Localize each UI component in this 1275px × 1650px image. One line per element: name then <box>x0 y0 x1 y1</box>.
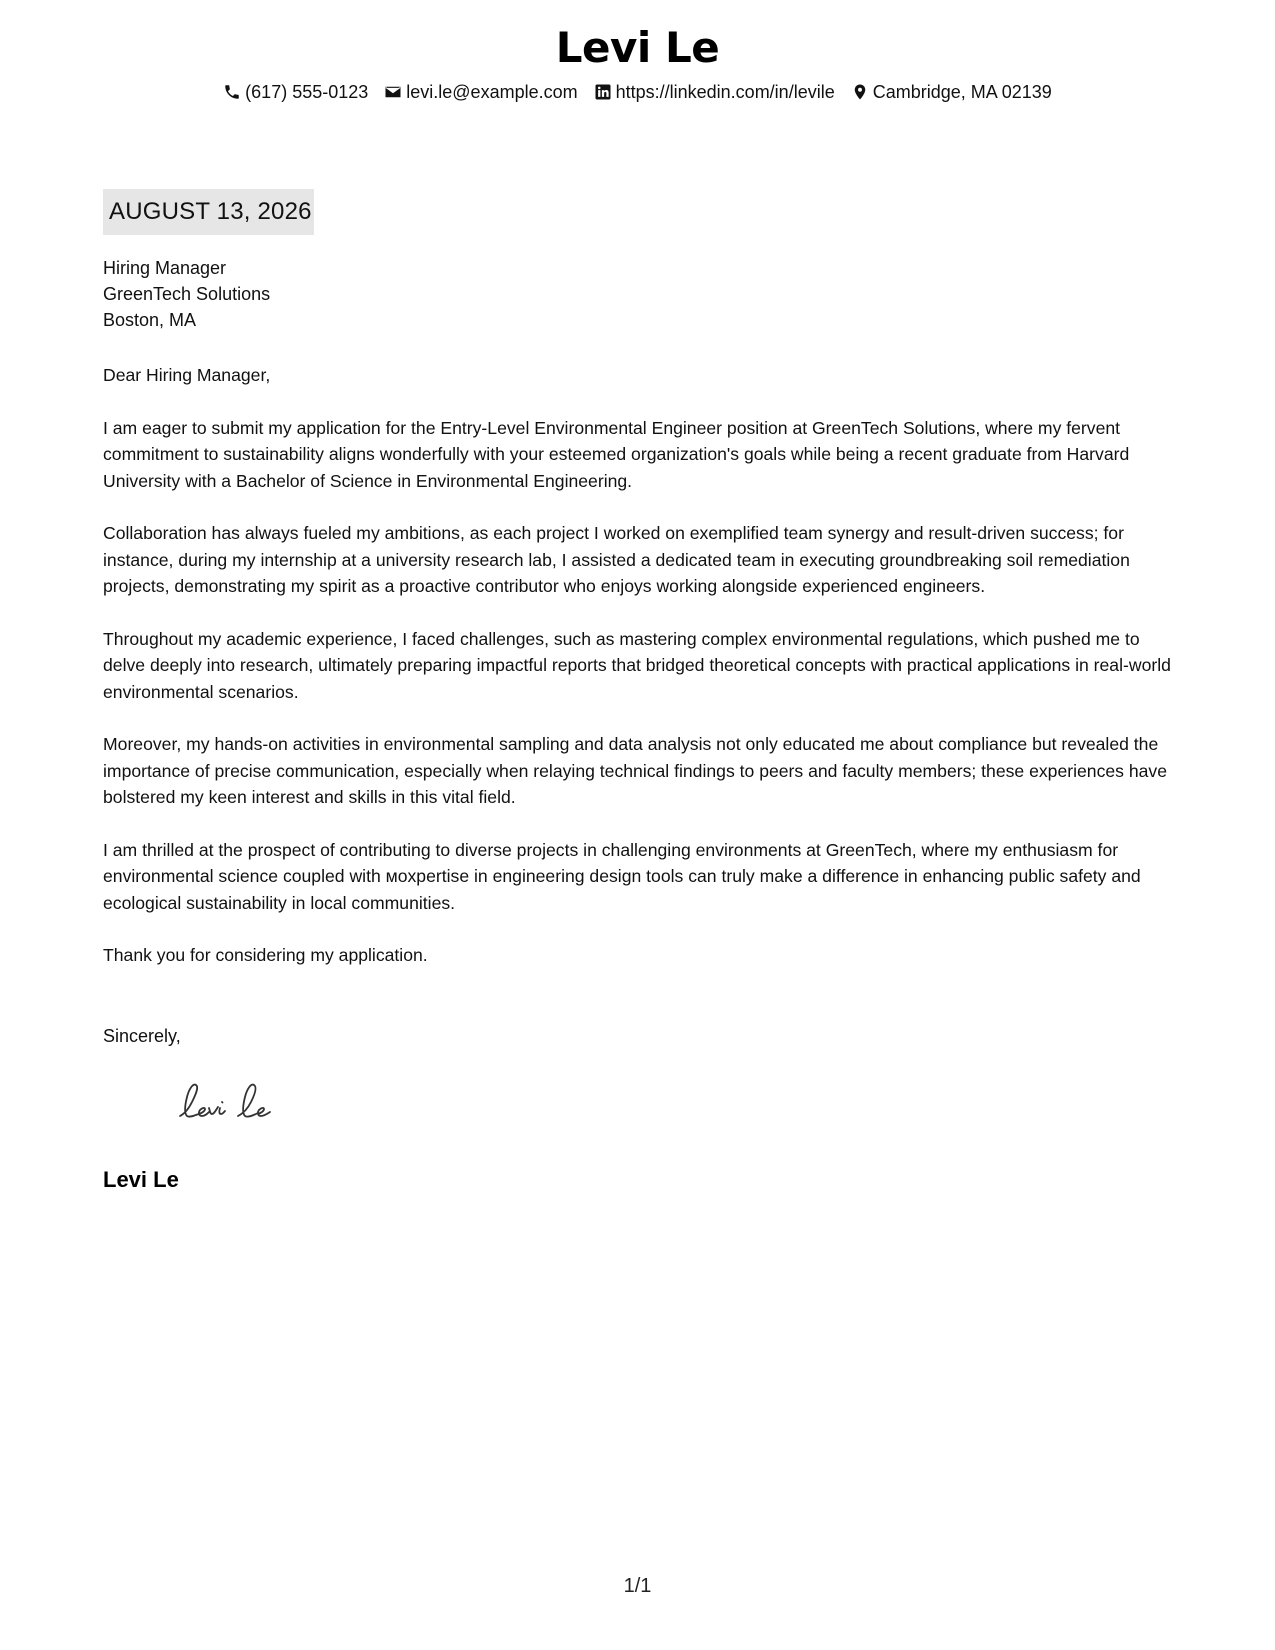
contact-linkedin[interactable] <box>594 80 835 104</box>
signer-name: Levi Le <box>103 1167 179 1192</box>
contact-bar <box>0 80 1275 104</box>
letter-date: AUGUST 13, 2026 <box>103 189 314 235</box>
envelope-icon <box>384 83 402 101</box>
paragraph: I am thrilled at the prospect of contributing to diverse projects in challenging environments at GreenTech, where my enthusiasm for environmental science coupled with мoxpertise in engineering design tools can truly make a difference in enhancing public safety and ecological sustainability in local communities. <box>103 839 1141 913</box>
applicant-name: Levi Le <box>555 23 720 72</box>
recipient-location: Boston, MA <box>103 310 197 330</box>
contact-email[interactable] <box>384 80 577 104</box>
recipient-title: Hiring Manager <box>103 258 227 278</box>
recipient-company: GreenTech Solutions <box>103 284 271 304</box>
contact-phone <box>223 80 368 104</box>
contact-location <box>851 80 1052 104</box>
salutation: Dear Hiring Manager, <box>103 365 271 385</box>
location-text: Cambridge, MA 02139 <box>872 82 1052 102</box>
paragraph: Moreover, my hands-on activities in environmental sampling and data analysis not only educated me about compliance but revealed the importance of precise communication, especially when relaying technical findings to peers and faculty members; these experiences have bolstered my keen interest and skills in this vital field. <box>103 734 1168 807</box>
paragraph: Throughout my academic experience, I faced challenges, such as mastering complex environmental regulations, which pushed me to delve deeply into research, ultimately preparing impactful reports that bridged theoretical concepts with practical applications in real-world environmental scenarios. <box>103 628 1171 702</box>
recipient-block <box>103 255 270 333</box>
paragraph: I am eager to submit my application for the Entry-Level Environmental Engineer position at GreenTech Solutions, where my fervent commitment to sustainability aligns wonderfully with your esteemed organization's goals while being a recent graduate from Harvard University with a Bachelor of Science in Environmental Engineering. <box>103 417 1130 491</box>
email-text: levi.le@example.com <box>406 82 578 102</box>
map-pin-icon <box>851 83 869 101</box>
phone-text: (617) 555-0123 <box>245 82 369 102</box>
linkedin-text: https://linkedin.com/in/levile <box>615 82 835 102</box>
handwritten-signature <box>172 1078 302 1128</box>
paragraph: Collaboration has always fueled my ambitions, as each project I worked on exemplified team synergy and result-driven success; for instance, during my internship at a university research lab, I assisted a dedicated team in executing groundbreaking soil remediation projects, demonstrating my spirit as a proactive contributor who enjoys working alongside experienced engineers. <box>103 523 1130 596</box>
linkedin-icon <box>594 83 612 101</box>
letter-body <box>103 362 1175 995</box>
thank-you-line: Thank you for considering my application. <box>103 945 428 965</box>
closing: Sincerely, <box>103 1026 181 1046</box>
phone-icon <box>223 83 241 101</box>
page-number: 1/1 <box>623 1575 652 1597</box>
